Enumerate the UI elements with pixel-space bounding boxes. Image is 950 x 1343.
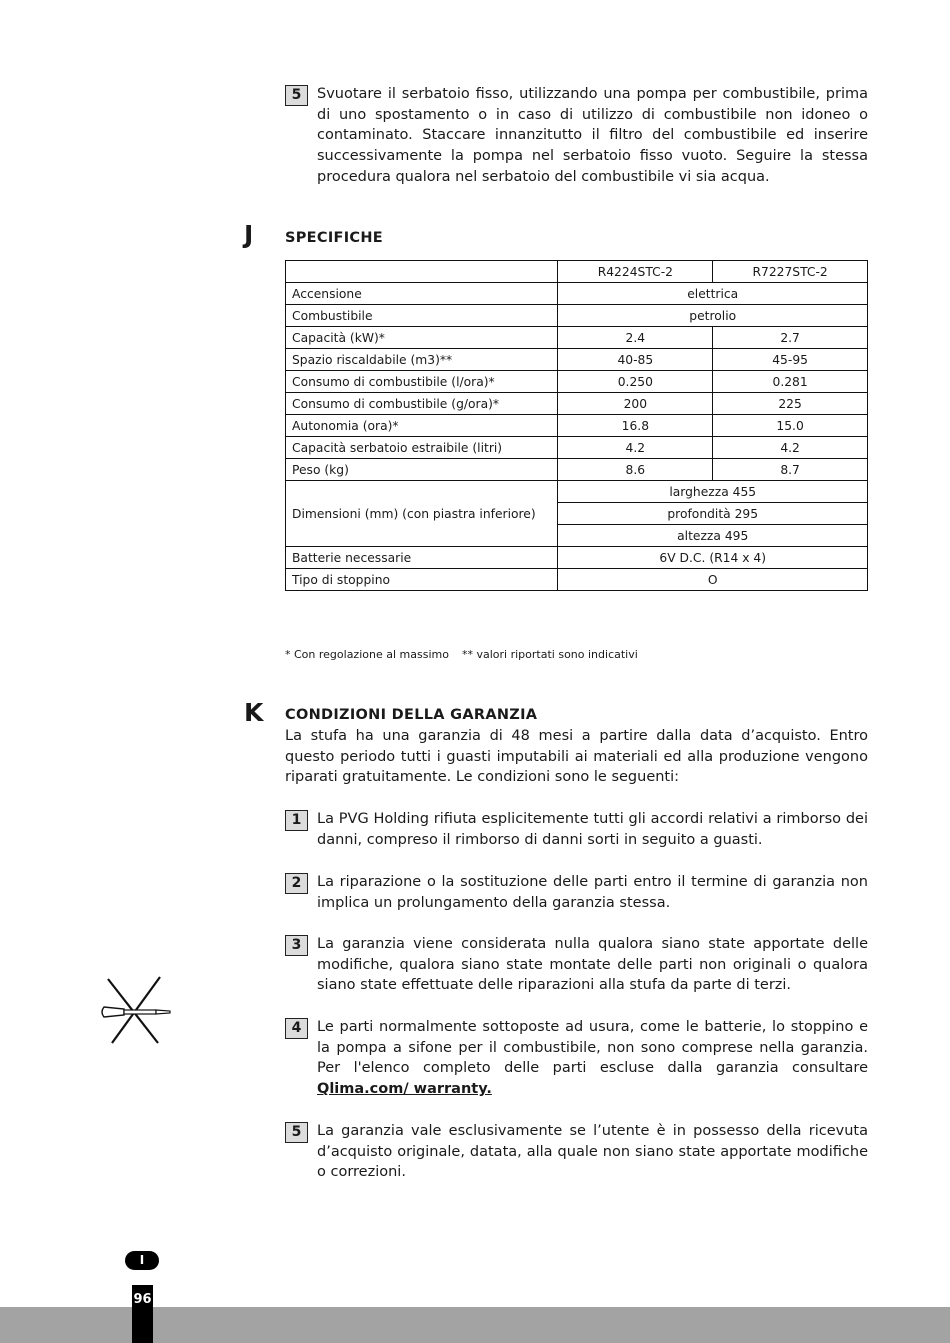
section-title-specifiche: SPECIFICHE	[285, 230, 383, 246]
row-value: elettrica	[558, 283, 868, 305]
top-item-text: Svuotare il serbatoio fisso, utilizzando una pompa per combustibile, prima di uno spostamento o in caso di utilizzo di combustibile non idoneo o contaminato. Staccare innanzitutto il filtro del combustibile ed inserire successivamente la pompa nel serbatoio fisso vuoto. Seguire la stessa procedura qualora nel serbatoio del combustibile vi sia acqua.	[317, 86, 868, 185]
row-value: 2.7	[713, 327, 868, 349]
row-label: Peso (kg)	[286, 459, 558, 481]
row-value: petrolio	[558, 305, 868, 327]
item-number-badge: 4	[285, 1018, 308, 1039]
row-label: Spazio riscaldabile (m3)**	[286, 349, 558, 371]
row-label: Accensione	[286, 283, 558, 305]
section-title-garanzia: CONDIZIONI DELLA GARANZIA	[285, 707, 538, 723]
row-value: 16.8	[558, 415, 713, 437]
table-row	[286, 327, 868, 349]
table-row	[286, 481, 868, 503]
row-label: Capacità (kW)*	[286, 327, 558, 349]
table-row	[286, 569, 868, 591]
warranty-intro: La stufa ha una garanzia di 48 mesi a partire dalla data d’acquisto. Entro questo periodo tutti i guasti imputabili ai materiali ed alla produzione vengono riparati gratuitamente. Le condizioni sono le seguenti:	[285, 728, 868, 786]
table-cell-empty	[286, 261, 558, 283]
row-label: Tipo di stoppino	[286, 569, 558, 591]
row-label: Consumo di combustibile (l/ora)*	[286, 371, 558, 393]
row-value: larghezza 455	[558, 481, 868, 503]
row-value: 0.281	[713, 371, 868, 393]
table-row	[286, 393, 868, 415]
row-value: 8.6	[558, 459, 713, 481]
item-number-badge: 2	[285, 873, 308, 894]
page-number: 96	[133, 1292, 152, 1307]
row-value: 15.0	[713, 415, 868, 437]
row-value: 200	[558, 393, 713, 415]
table-row	[286, 349, 868, 371]
row-label: Autonomia (ora)*	[286, 415, 558, 437]
model-header: R4224STC-2	[558, 261, 713, 283]
item-number-badge: 3	[285, 935, 308, 956]
row-label: Capacità serbatoio estraibile (litri)	[286, 437, 558, 459]
warranty-item-text	[317, 1017, 868, 1100]
table-row	[286, 547, 868, 569]
row-label: Combustibile	[286, 305, 558, 327]
row-label: Dimensioni (mm) (con piastra inferiore)	[286, 481, 558, 547]
no-screwdriver-icon	[96, 975, 176, 1047]
item-number-badge: 5	[285, 85, 308, 106]
warranty-link[interactable]: Qlima.com/ warranty.	[317, 1081, 492, 1098]
warranty-item-text: La garanzia viene considerata nulla qualora siano state apportate delle modifiche, qualora siano state montate delle parti non originali o qualora siano state effettuate delle riparazioni alla stufa da parte di terzi.	[317, 936, 868, 994]
row-value: O	[558, 569, 868, 591]
row-value: 4.2	[713, 437, 868, 459]
section-letter-k: K	[244, 698, 264, 727]
row-value: 4.2	[558, 437, 713, 459]
row-value: profondità 295	[558, 503, 868, 525]
row-value: 6V D.C. (R14 x 4)	[558, 547, 868, 569]
warranty-item-4-body: Le parti normalmente sottoposte ad usura, come le batterie, lo stoppino e la pompa a sifone per il combustibile, non sono comprese nella garanzia. Per l'elenco completo delle parti escluse dalla garanzia consultare	[317, 1019, 868, 1077]
footnote-max-setting: * Con regolazione al massimo	[285, 648, 449, 661]
row-value: 40-85	[558, 349, 713, 371]
table-row	[286, 459, 868, 481]
row-value: 225	[713, 393, 868, 415]
specifications-table	[285, 260, 868, 591]
item-number-badge: 1	[285, 810, 308, 831]
warranty-item-text: La garanzia vale esclusivamente se l’utente è in possesso della ricevuta d’acquisto originale, datata, alla quale non siano state apportate modifiche o correzioni.	[317, 1123, 868, 1181]
row-label: Batterie necessarie	[286, 547, 558, 569]
table-row	[286, 437, 868, 459]
row-value: altezza 495	[558, 525, 868, 547]
section-letter-j: J	[244, 220, 254, 249]
language-badge: I	[125, 1251, 159, 1270]
table-row	[286, 371, 868, 393]
row-value: 2.4	[558, 327, 713, 349]
row-label: Consumo di combustibile (g/ora)*	[286, 393, 558, 415]
table-row	[286, 415, 868, 437]
row-value: 0.250	[558, 371, 713, 393]
table-row	[286, 283, 868, 305]
warranty-item-text: La riparazione o la sostituzione delle parti entro il termine di garanzia non implica un prolungamento della garanzia stessa.	[317, 874, 868, 911]
table-row	[286, 305, 868, 327]
warranty-item-text: La PVG Holding rifiuta esplicitemente tutti gli accordi relativi a rimborso dei danni, compreso il rimborso di danni sorti in seguito a guasti.	[317, 811, 868, 848]
row-value: 8.7	[713, 459, 868, 481]
footnote-indicative-values: ** valori riportati sono indicativi	[462, 648, 638, 661]
model-header: R7227STC-2	[713, 261, 868, 283]
row-value: 45-95	[713, 349, 868, 371]
item-number-badge: 5	[285, 1122, 308, 1143]
table-header-row	[286, 261, 868, 283]
